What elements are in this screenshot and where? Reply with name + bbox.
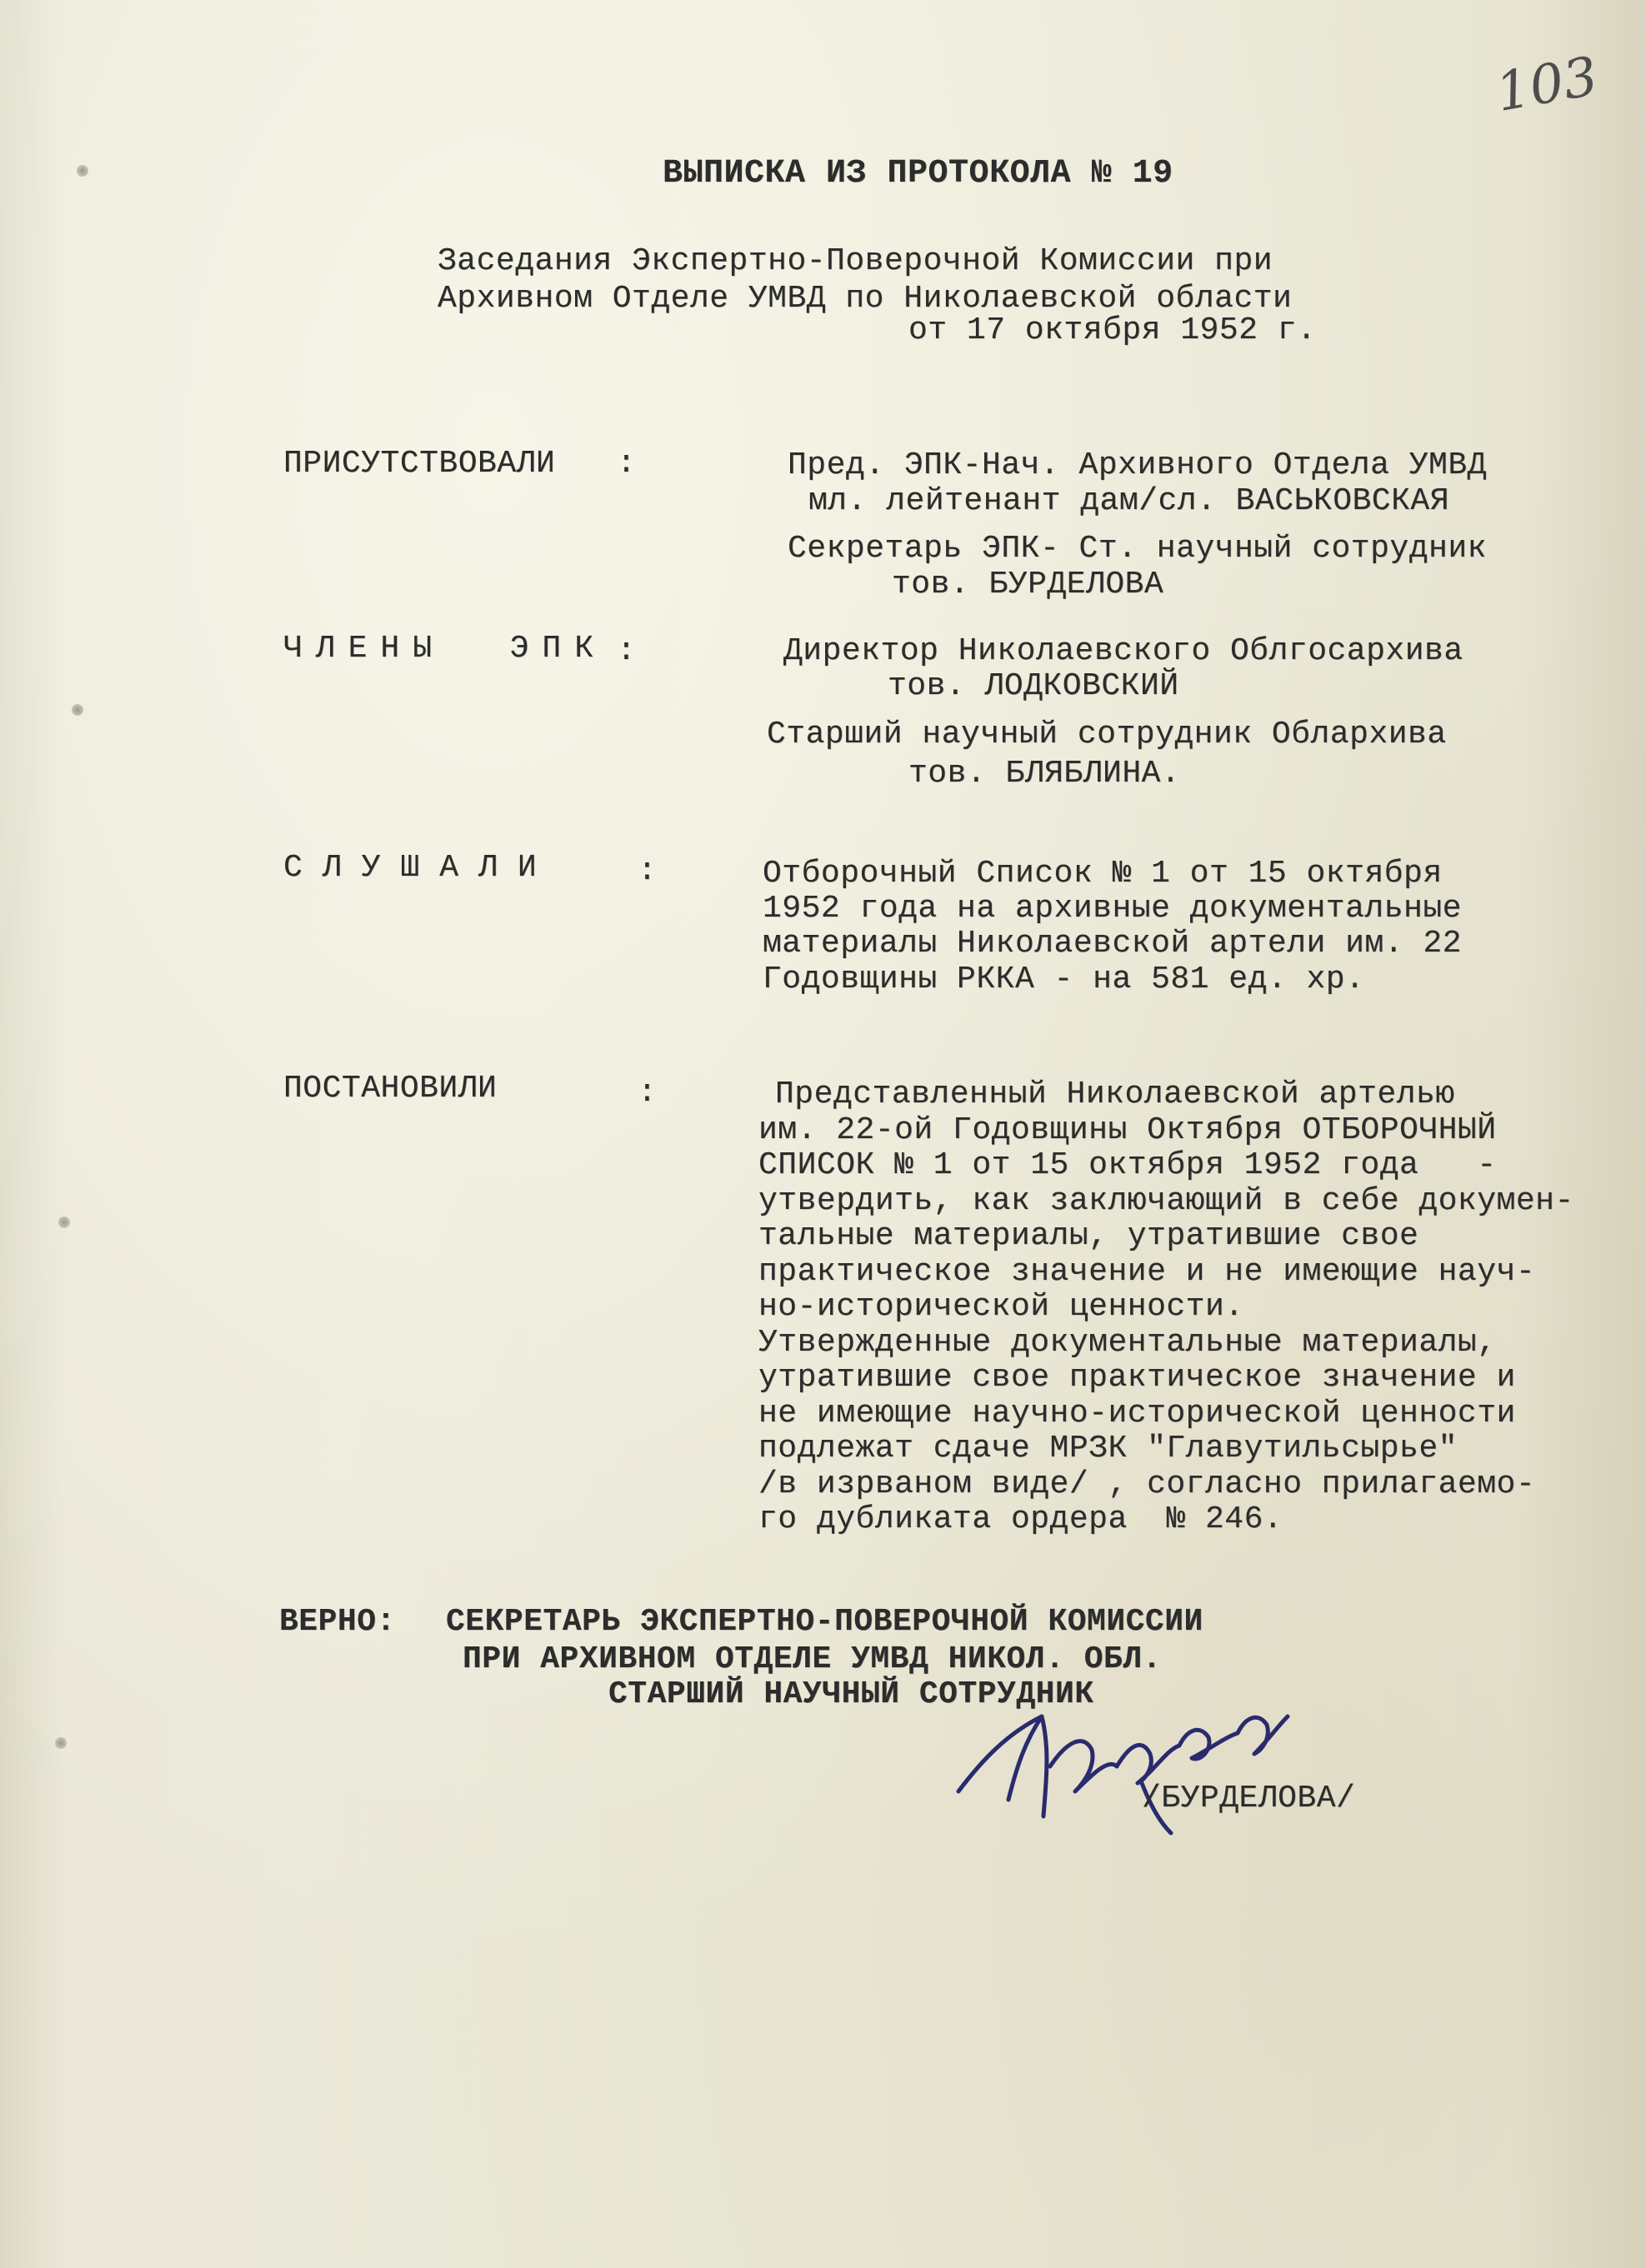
resolved-line: практическое значение и не имеющие науч- (758, 1254, 1536, 1290)
member-2-line-1: Старший научный сотрудник Облархива (767, 717, 1447, 752)
secretary-line-2: тов. БУРДЕЛОВА (892, 567, 1164, 602)
member-1-line-2: тов. ЛОДКОВСКИЙ (888, 668, 1179, 704)
subtitle-line-2: Архивном Отделе УМВД по Николаевской области (438, 281, 1293, 317)
punch-hole (55, 1737, 67, 1749)
member-2-line-2: тов. БЛЯБЛИНА. (908, 756, 1181, 792)
heard-label: СЛУШАЛИ (283, 850, 557, 886)
resolved-line: го дубликата ордера № 246. (758, 1501, 1283, 1537)
heard-line: материалы Николаевской артели им. 22 (763, 926, 1462, 962)
members-colon: : (617, 633, 637, 669)
resolved-line: им. 22-ой Годовщины Октября ОТБОРОЧНЫЙ (758, 1112, 1497, 1148)
resolved-line: /в изрваном виде/ , согласно прилагаемо- (758, 1466, 1536, 1502)
meeting-date: от 17 октября 1952 г. (908, 312, 1317, 348)
resolved-line: СПИСОК № 1 от 15 октября 1952 года - (758, 1147, 1497, 1183)
punch-hole (72, 704, 83, 716)
member-1-line-1: Директор Николаевского Облгосархива (783, 633, 1463, 669)
resolved-line: утратившие свое практическое значение и (758, 1360, 1516, 1396)
subtitle-line-1: Заседания Экспертно-Поверочной Комиссии при (438, 243, 1273, 279)
secretary-line-1: Секретарь ЭПК- Ст. научный сотрудник (788, 531, 1487, 567)
members-label: ЧЛЕНЫ ЭПК (283, 631, 608, 667)
resolved-line: Представленный Николаевской артелью (775, 1077, 1455, 1112)
punch-hole (58, 1216, 70, 1228)
certification-line-1: СЕКРЕТАРЬ ЭКСПЕРТНО-ПОВЕРОЧНОЙ КОМИССИИ (446, 1604, 1203, 1640)
punch-hole (77, 165, 88, 177)
signatory-name: /БУРДЕЛОВА/ (1142, 1781, 1356, 1816)
certification-line-3: СТАРШИЙ НАУЧНЫЙ СОТРУДНИК (608, 1676, 1094, 1712)
document-title: ВЫПИСКА ИЗ ПРОТОКОЛА № 19 (663, 155, 1173, 192)
resolved-line: Утвержденные документальные материалы, (758, 1325, 1497, 1361)
attended-colon: : (617, 446, 637, 482)
heard-colon: : (638, 853, 658, 889)
certification-line-2: ПРИ АРХИВНОМ ОТДЕЛЕ УМВД НИКОЛ. ОБЛ. (463, 1641, 1162, 1677)
folio-number: 103 (1491, 45, 1603, 125)
attended-label: ПРИСУТСТВОВАЛИ (283, 446, 556, 482)
chair-line-1: Пред. ЭПК-Нач. Архивного Отдела УМВД (788, 447, 1487, 483)
resolved-line: но-исторической ценности. (758, 1289, 1244, 1325)
chair-line-2: мл. лейтенант дам/сл. ВАСЬКОВСКАЯ (808, 483, 1450, 519)
resolved-line: подлежат сдаче МРЗК "Главутильсырье" (758, 1431, 1458, 1466)
certified-label: ВЕРНО: (279, 1604, 396, 1640)
resolved-line: не имеющие научно-исторической ценности (758, 1396, 1516, 1431)
heard-line: 1952 года на архивные документальные (763, 891, 1462, 927)
resolved-line: утвердить, как заключающий в себе докумен- (758, 1183, 1574, 1219)
resolved-label: ПОСТАНОВИЛИ (283, 1071, 498, 1107)
heard-line: Отборочный Список № 1 от 15 октября (763, 856, 1443, 892)
resolved-colon: : (638, 1075, 658, 1111)
resolved-line: тальные материалы, утратившие свое (758, 1218, 1419, 1254)
heard-line: Годовщины РККА - на 581 ед. хр. (763, 962, 1365, 997)
